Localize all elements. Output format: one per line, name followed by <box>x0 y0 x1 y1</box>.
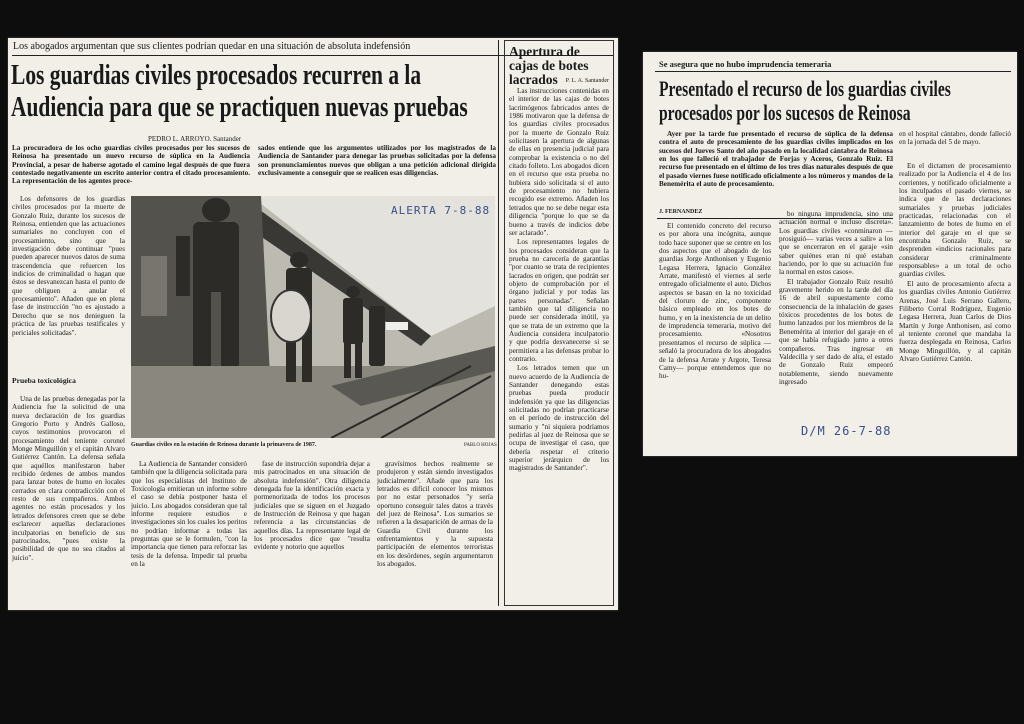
paragraph: Las instrucciones contenidas en el interior de las cajas de botes lacrimógenos fabricados antes de 1986 motivaron que la defensa de los guardias civiles procesados por la muerte de Gonzalo Ruiz solicitasen la apertura de algunas de ellas en presencia judicial para comprobar la existencia o no del citado folleto. Los abogados dicen en el recurso que esta prueba no hubiera sido solicitada si el auto de procesamiento no hubiera recogido ese extremo. Añaden los letrados que no se debe negar esta diligencia "porque lo que se da bueno a través de indicios debe ser aclarado". <box>509 87 609 237</box>
article-column-1 <box>12 195 125 367</box>
paragraph: El contenido concreto del recurso es por ahora una incógnita, aunque todo hace suponer que se centre en los dos aspectos que el abogado de los guardias Jorge Anthonisen y Eugenio Legasa Herrera, Ignacio González Arrate, manifestó el viernes al serle entregado oficialmente el auto. Dichos aspectos se basan en la no toxicidad del cloruro de zinc, componente básico empleado en los botes de humo, y en la inexistencia de un delito de imprudencia temeraria, motivo del procesamiento. «Nosotros presentamos el recurso de súplica —señaló la procuradora de los abogados de la defensa Arrate y Argote, Teresa Camy— porque entendemos que no hu- <box>659 222 771 381</box>
headline-line-1: Presentado el recurso de los guardias civiles <box>659 76 951 101</box>
article-column-2 <box>779 210 893 418</box>
paragraph: gravísimos hechos realmente se produjeron y están siendo investigados judicialmente". Añade que para los letrados es difícil conocer los mismos por no estar personados "y sería oportuno conseguir tales datos a través del juez de Reinosa". Los sumarios se refieren a la desaparición de armas de la Guardia Civil durante los enfrentamientos y la supuesta participación de elementos terroristas en los desórdenes, según argumentaron los abogados. <box>377 460 493 569</box>
article-column-4 <box>377 460 493 608</box>
article-column-2 <box>131 460 247 608</box>
paragraph: fase de instrucción supondría dejar a mis patrocinados en una situación de absoluta indefensión". Otra diligencia denegada fue la identificación exacta y pormenorizada de todos los procesos judiciales que se siguen en el Juzgado de Instrucción de Reinosa y que hagan referencia a las circunstancias de aquellos días. La representante legal de los procesados dice que "resulta evidente y notorio que aquellos <box>254 460 370 552</box>
headline-line-2: Audiencia para que se practiquen nuevas pruebas <box>11 91 468 123</box>
paragraph: En el dictamen de procesamiento realizado por la Audiencia el 4 de los corrientes, y notificado oficialmente a los inculpados el pasado viernes, se indica que de las declaraciones sumariales y pruebas judiciales practicadas, relacionadas con el lanzamiento de botes de humo en el interior del garaje en el que se encontraba Gonzalo Ruiz, se desprenden «indicios racionales para considerar criminalmente responsables» a un total de ocho guardias civiles. <box>899 162 1011 279</box>
subhead: Prueba toxicológica <box>12 376 76 385</box>
sidebar-text <box>509 87 609 603</box>
divider <box>655 71 1011 72</box>
paragraph: Una de las pruebas denegadas por la Audiencia fue la solicitud de una nueva declaración de los guardias Gregorio Porto y Andrés Galloso, cuyos testimonios provocaron el procesamiento del teniente coronel Monge Minguillón y el capitán Alvaro Gutiérrez Cantón. La defensa señala que aquéllos manifestaron haber recibido órdenes de ambos mandos para lanzar botes de humo en locales cerrados en clara contradicción con el resto de sus compañeros. Ambos agentes no están procesados y los letrados defensores creen que se debe esclarecer aquellas declaraciones inculpatorias en beneficio de sus patrocinados, "pues existe la posibilidad de que no sea citados al juicio". <box>12 395 125 562</box>
sidebar-box <box>504 40 614 606</box>
byline: PEDRO L. ARROYO. Santander <box>148 135 242 143</box>
photo-credit: PABLO HOJAS <box>464 443 497 448</box>
paragraph: El auto de procesamiento afecta a los guardias civiles Antonio Gutiérrez Arenas, José Luis Serrano Gallero, Filiberto Corral Rodríguez, Eugenio Legasa Herrera, Juan Carlos de Dios Martín y Jorge Anthonisen, así como al teniente coronel que mandaba la fuerza desplegada en Reinosa, Carlos Monge Minguillón, y al capitán Alvaro Gutiérrez Cantón. <box>899 279 1011 363</box>
lead-paragraph <box>659 130 893 206</box>
divider <box>498 40 499 606</box>
paragraph: Ayer por la tarde fue presentado el recurso de súplica de la defensa contra el auto de procesamiento de los guardias civiles implicados en los sucesos del Jueves Santo del año pasado en la localidad cántabra de Reinosa en los que falleció el trabajador de Forjas y Aceros, Gonzalo Ruiz. El recurso fue presentado en el último de los tres días naturales después de que el pasado viernes fuese notificado oficialmente a los números y mandos de la Benemérita el auto de procesamiento. <box>659 130 893 189</box>
newspaper-clipping-dm <box>643 52 1017 456</box>
paragraph: Los letrados temen que un nuevo acuerdo de la Audiencia de Santander denegando estas pruebas pueda producir indefensión ya que las diligencias solicitadas no podrían practicarse en el período de instrucción del sumario y "ni siquiera podríamos pedirlas al juez de Reinosa que se ocupa de investigar el caso, que debería respetar el criterio superior jerárquico de los magistrados de Santander". <box>509 364 609 473</box>
continued-text: en el hospital cántabro, donde falleció en la jornada del 5 de mayo. <box>899 130 1011 147</box>
paragraph: Los representantes legales de los procesados consideran que la prueba no carecería de garantías "por cuanto se trata de recipientes lacrados en origen, que podrán ser objeto de comprobación por el órgano judicial y por todas las partes personadas". Señalan también que tal diligencia no puede ser considerada inútil, ya que se trata de un extremo que la Audiencia considera inculpatorio y que podría desvanecerse si se permitiera a las defensas probar lo contrario. <box>509 238 609 363</box>
paragraph: bo ninguna imprudencia, sino una actuación normal e incluso discreta». Los guardias civiles «conminaron —prosiguió— varias veces a salir» a los que se encerraron en el garaje «sin saber quiénes eran ni qué estaban haciendo, por lo que su actuación fue la normal en estos casos». <box>779 210 893 277</box>
article-column-1 <box>659 222 771 418</box>
lead-paragraph-left: La procuradora de los ocho guardias civiles procesados por los sucesos de Reinosa ha presentado un nuevo recurso de súplica en la Audiencia Provincial, a pesar de haberse agotado el camino legal después de que fuera contestado negativamente un escrito anterior contra el citado procesamiento. La representación de los agentes proce- <box>12 144 250 186</box>
handwritten-date: ALERTA 7-8-88 <box>391 204 491 217</box>
article-column-3 <box>254 460 370 608</box>
kicker: Los abogados argumentan que sus clientes podrían quedar en una situación de absoluta indefensión <box>13 41 411 52</box>
kicker: Se asegura que no hubo imprudencia temeraria <box>659 59 832 69</box>
article-column-3 <box>899 162 1011 418</box>
handwritten-date: D/M 26-7-88 <box>801 424 892 438</box>
sidebar-title: Apertura de cajas de botes lacrados <box>509 44 589 87</box>
paragraph: El trabajador Gonzalo Ruiz resultó gravemente herido en la tarde del día 16 de abril supuestamente como consecuencia de la inhalación de gases tóxicos procedentes de los botes de humo lanzados por los miembros de la Benemérita al interior del garaje en el que se había refugiado junto a otros compañeros. Tras ingresar en Valdecilla y ser dado de alta, el estado de Gonzalo Ruiz empeoró notablemente, siendo nuevamente ingresado <box>779 277 893 386</box>
lead-paragraph-right: sados entiende que los argumentos utilizados por los magistrados de la Audiencia de Santander para denegar las pruebas solicitadas por la defensa son pronunciamientos nuevos que obligan a una petición adicional dirigida exclusivamente a conseguir que se realicen esas diligencias. <box>258 144 496 178</box>
headline-line-1: Los guardias civiles procesados recurren a la <box>11 59 422 91</box>
paragraph: La Audiencia de Santander consideró también que la diligencia solicitada para que los especialistas del Instituto de Toxicología emitieran un informe sobre el caso se debía postponer hasta el juicio. Los abogados consideran que tal informe requiere estudios e investigaciones sin los cuales los peritos no podrían informar a todas las preguntas que se le formulen, "con la importancia que tienen para reforzar las tesis de la defensa. Impedir tal prueba en la <box>131 460 247 569</box>
photo-illustration <box>131 196 495 438</box>
sidebar-byline: P. L. A. Santander <box>565 78 609 84</box>
news-photo <box>131 196 495 438</box>
headline-line-2: procesados por los sucesos de Reinosa <box>659 100 911 125</box>
newspaper-clipping-alerta <box>8 38 618 610</box>
photo-caption: Guardias civiles en la estación de Reinosa durante la primavera de 1987. <box>131 442 317 448</box>
byline: J. FERNANDEZ <box>659 209 703 215</box>
article-column-1-continued <box>12 395 125 607</box>
paragraph: Los defensores de los guardias civiles procesados por la muerte de Gonzalo Ruiz, durante los sucesos de Reinosa, entienden que las actuaciones sumariales no concluyen con el procesamiento, sino que la investigación debe continuar "pues pueden aparecer nuevos datos de suma trascendencia que refuercen los indicios de criminalidad o hagan que éstos se desvanezcan hasta el punto de que obliguen a anular el procesamiento". Añaden que en plena fase de instrucción "no es ajustado a Derecho que se nos denieguen la práctica de las pruebas testificales y periciales solicitadas". <box>12 195 125 337</box>
